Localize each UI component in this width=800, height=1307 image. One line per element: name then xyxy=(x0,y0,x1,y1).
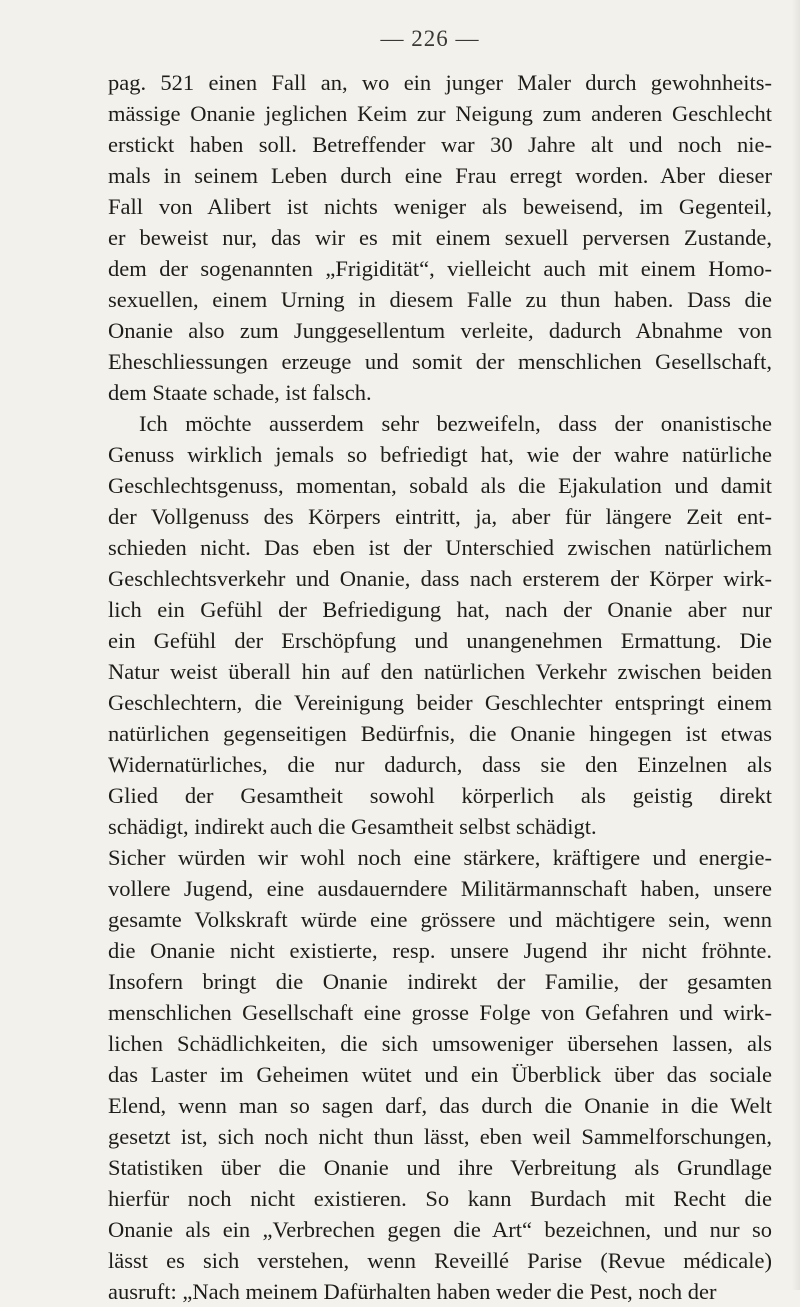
page-number: — 226 — xyxy=(380,26,480,51)
text-line: schieden nicht. Das eben ist der Unterschied zwischen natürlichem xyxy=(108,535,772,560)
text-line: Genuss wirklich jemals so befriedigt hat, wie der wahre natürliche xyxy=(108,442,772,467)
text-line: Fall von Alibert ist nichts weniger als beweisend, im Gegenteil, xyxy=(108,194,772,219)
text-line: vollere Jugend, eine ausdauerndere Militärmannschaft haben, unsere xyxy=(108,876,772,901)
text-line: Elend, wenn man so sagen darf, das durch die Onanie in die Welt xyxy=(108,1093,772,1118)
text-line: Onanie als ein „Verbrechen gegen die Art“ bezeichnen, und nur so xyxy=(108,1217,772,1242)
text-line: Widernatürliches, die nur dadurch, dass sie den Einzelnen als xyxy=(108,752,772,777)
text-line: hierfür noch nicht existieren. So kann Burdach mit Recht die xyxy=(108,1186,772,1211)
text-line: lässt es sich verstehen, wenn Reveillé Parise (Revue médicale) xyxy=(108,1248,772,1273)
text-line: der Vollgenuss des Körpers eintritt, ja, aber für längere Zeit ent- xyxy=(108,504,772,529)
text-line: menschlichen Gesellschaft eine grosse Folge von Gefahren und wirk- xyxy=(108,1000,772,1025)
text-line: Geschlechtern, die Vereinigung beider Geschlechter entspringt einem xyxy=(108,690,772,715)
text-line: schädigt, indirekt auch die Gesamtheit selbst schädigt. xyxy=(108,814,597,839)
text-line: erstickt haben soll. Betreffender war 30 Jahre alt und noch nie- xyxy=(108,132,772,157)
text-line: Sicher würden wir wohl noch eine stärkere, kräftigere und energie- xyxy=(108,845,772,870)
text-line: ein Gefühl der Erschöpfung und unangenehmen Ermattung. Die xyxy=(108,628,772,653)
text-line: Eheschliessungen erzeuge und somit der menschlichen Gesellschaft, xyxy=(108,349,772,374)
page-edge-shadow xyxy=(792,0,800,1290)
text-line: ausruft: „Nach meinem Dafürhalten haben weder die Pest, noch der xyxy=(108,1279,717,1304)
text-line: dem Staate schade, ist falsch. xyxy=(108,380,372,405)
text-line: dem der sogenannten „Frigidität“, vielleicht auch mit einem Homo- xyxy=(108,256,772,281)
text-line: die Onanie nicht existierte, resp. unsere Jugend ihr nicht fröhnte. xyxy=(108,938,772,963)
text-line: Onanie also zum Junggesellentum verleite, dadurch Abnahme von xyxy=(108,318,772,343)
text-line: er beweist nur, das wir es mit einem sexuell perversen Zustande, xyxy=(108,225,772,250)
text-line: mals in seinem Leben durch eine Frau erregt worden. Aber dieser xyxy=(108,163,772,188)
text-line: natürlichen gegenseitigen Bedürfnis, die Onanie hingegen ist etwas xyxy=(108,721,772,746)
text-line: Insofern bringt die Onanie indirekt der Familie, der gesamten xyxy=(108,969,772,994)
text-line: Ich möchte ausserdem sehr bezweifeln, dass der onanistische xyxy=(139,411,772,436)
text-line: Natur weist überall hin auf den natürlichen Verkehr zwischen beiden xyxy=(108,659,772,684)
text-line: Statistiken über die Onanie und ihre Verbreitung als Grundlage xyxy=(108,1155,772,1180)
body-text xyxy=(108,67,772,1307)
text-line: gesetzt ist, sich noch nicht thun lässt, eben weil Sammelforschungen, xyxy=(108,1124,772,1149)
text-line: das Laster im Geheimen wütet und ein Überblick über das sociale xyxy=(108,1062,772,1087)
text-line: Geschlechtsverkehr und Onanie, dass nach ersterem der Körper wirk- xyxy=(108,566,772,591)
text-line: pag. 521 einen Fall an, wo ein junger Maler durch gewohnheits- xyxy=(108,70,772,95)
text-line: sexuellen, einem Urning in diesem Falle zu thun haben. Dass die xyxy=(108,287,772,312)
text-line: Glied der Gesamtheit sowohl körperlich als geistig direkt xyxy=(108,783,772,808)
text-line: Geschlechtsgenuss, momentan, sobald als die Ejakulation und damit xyxy=(108,473,772,498)
text-line: lichen Schädlichkeiten, die sich umsoweniger übersehen lassen, als xyxy=(108,1031,772,1056)
text-line: mässige Onanie jeglichen Keim zur Neigung zum anderen Geschlecht xyxy=(108,101,772,126)
text-line: lich ein Gefühl der Befriedigung hat, nach der Onanie aber nur xyxy=(108,597,772,622)
text-line: gesamte Volkskraft würde eine grössere und mächtigere sein, wenn xyxy=(108,907,772,932)
